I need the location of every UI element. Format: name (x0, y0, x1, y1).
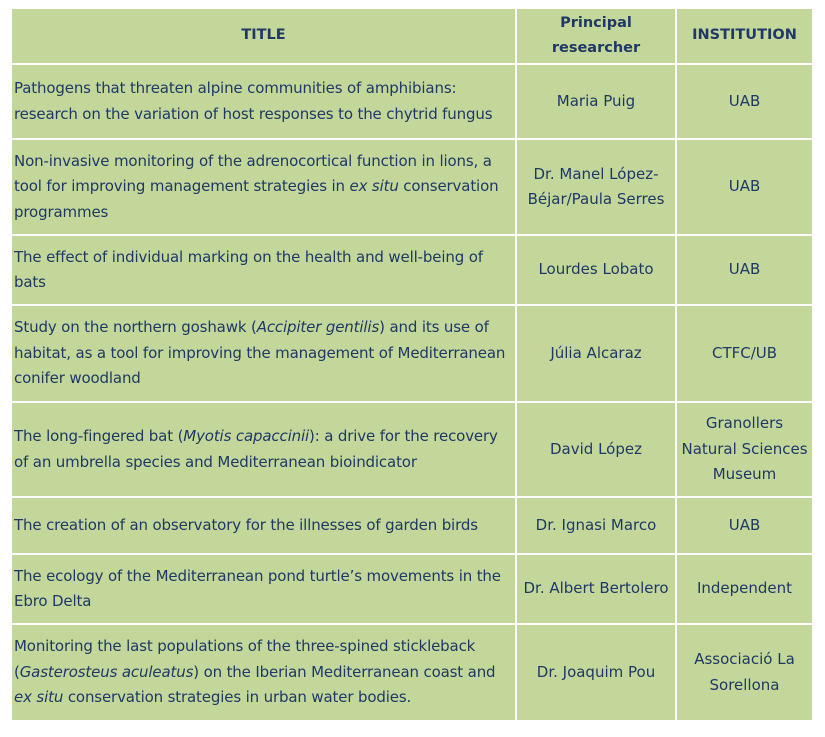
title-text-segment: conservation programmes (14, 177, 499, 221)
institution-cell: UAB (676, 64, 813, 139)
principal-researcher-cell: Júlia Alcaraz (516, 305, 676, 402)
institution-cell: Associació La Sorellona (676, 624, 813, 721)
table-row (11, 497, 813, 554)
project-title-cell (11, 64, 516, 139)
project-title-cell (11, 402, 516, 497)
header-title: TITLE (11, 8, 516, 64)
title-text-segment: The long-fingered bat ( (14, 427, 184, 445)
header-row (11, 8, 813, 64)
principal-researcher-cell: Dr. Manel López-Béjar/Paula Serres (516, 139, 676, 235)
institution-cell: Independent (676, 554, 813, 624)
projects-table (10, 7, 814, 722)
project-title-cell (11, 624, 516, 721)
table-row (11, 624, 813, 721)
principal-researcher-cell: Dr. Joaquim Pou (516, 624, 676, 721)
project-title-cell (11, 139, 516, 235)
table-row (11, 235, 813, 305)
institution-cell: UAB (676, 235, 813, 305)
title-text-segment: The creation of an observatory for the illnesses of garden birds (14, 515, 478, 534)
principal-researcher-cell: Lourdes Lobato (516, 235, 676, 305)
title-text-segment: Study on the northern goshawk ( (14, 318, 257, 337)
title-text-segment: ): a drive for the recovery of an umbrella species and Mediterranean bioindicator (14, 427, 498, 471)
table-row (11, 402, 813, 497)
project-title-cell (11, 305, 516, 402)
table-row (11, 305, 813, 402)
table-row (11, 554, 813, 624)
title-text-segment: conservation strategies in urban water bodies. (63, 688, 412, 707)
project-title-cell (11, 554, 516, 624)
title-italic-segment: ex situ (349, 177, 399, 196)
table-row (11, 64, 813, 139)
title-text-segment: The effect of individual marking on the health and well-being of bats (14, 247, 483, 291)
title-italic-segment: Myotis capaccinii (183, 427, 310, 445)
project-title-cell (11, 497, 516, 554)
table-row (11, 139, 813, 235)
institution-cell: UAB (676, 497, 813, 554)
principal-researcher-cell: David López (516, 402, 676, 497)
header-institution: INSTITUTION (676, 8, 813, 64)
title-text-segment: Pathogens that threaten alpine communities of amphibians: research on the variation of host responses to the chytrid fungus (14, 79, 493, 123)
title-text-segment: The ecology of the Mediterranean pond turtle’s movements in the Ebro Delta (14, 566, 501, 610)
title-text-segment: Monitoring the last populations of the three-spined stickleback ( (14, 637, 476, 681)
institution-cell: CTFC/UB (676, 305, 813, 402)
title-text-segment: ) on the Iberian Mediterranean coast and (193, 662, 496, 681)
principal-researcher-cell: Dr. Albert Bertolero (516, 554, 676, 624)
title-italic-segment: Gasterosteus aculeatus (19, 662, 194, 681)
title-italic-segment: ex situ (14, 688, 64, 707)
project-title-cell (11, 235, 516, 305)
principal-researcher-cell: Maria Puig (516, 64, 676, 139)
institution-cell: Granollers Natural Sciences Museum (676, 402, 813, 497)
principal-researcher-cell: Dr. Ignasi Marco (516, 497, 676, 554)
title-italic-segment: Accipiter gentilis (256, 318, 380, 337)
header-researcher: Principal researcher (516, 8, 676, 64)
table-body (11, 64, 813, 721)
institution-cell: UAB (676, 139, 813, 235)
title-text-segment: ) and its use of habitat, as a tool for improving the management of Mediterranean conifer woodland (14, 318, 506, 388)
title-text-segment: Non-invasive monitoring of the adrenocortical function in lions, a tool for improving management strategies in (14, 151, 492, 196)
